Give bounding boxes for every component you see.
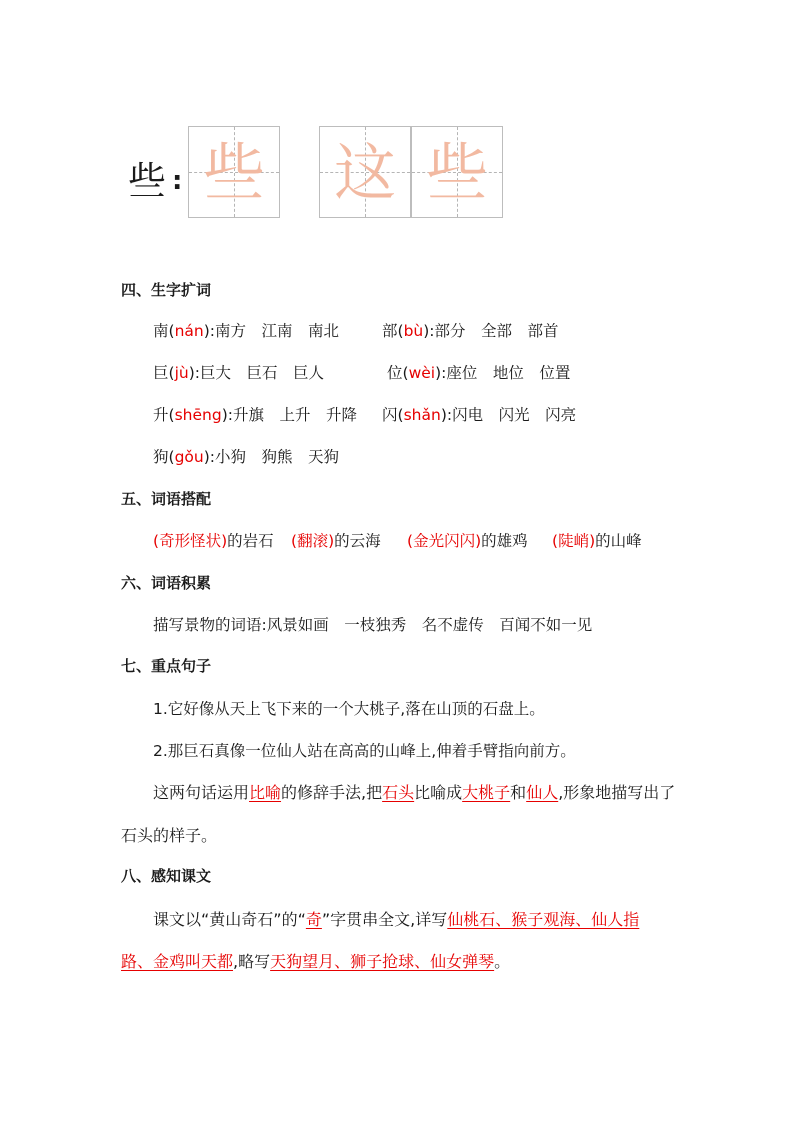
- key-sentence-1: 1.它好像从天上飞下来的一个大桃子,落在山顶的石盘上。: [153, 700, 545, 718]
- section-title-6: 六、词语积累: [121, 574, 212, 592]
- trace-char-2: 这: [333, 136, 396, 209]
- trace-char-3: 些: [425, 136, 488, 209]
- section-title-7: 七、重点句子: [121, 657, 212, 675]
- writing-cell-2: [319, 126, 411, 218]
- key-sentence-2: 2.那巨石真像一位仙人站在高高的山峰上,伸着手臂指向前方。: [153, 742, 576, 760]
- collocation-3: (金光闪闪)的雄鸡: [407, 532, 528, 550]
- word-entry-ju: 巨(jù):巨大 巨石 巨人: [153, 364, 325, 382]
- vocab-accumulation: 描写景物的词语:风景如画 一枝独秀 名不虚传 百闻不如一见: [153, 616, 593, 634]
- text-summary-line2: 路、金鸡叫天都,略写天狗望月、狮子抢球、仙女弹琴。: [121, 952, 511, 971]
- writing-cell-1: [188, 126, 280, 218]
- collocation-1: (奇形怪状)的岩石: [153, 532, 274, 550]
- trace-char-1: 些: [202, 136, 265, 209]
- word-entry-wei: 位(wèi):座位 地位 位置: [387, 364, 571, 382]
- word-entry-shan: 闪(shǎn):闪电 闪光 闪亮: [382, 406, 577, 424]
- writing-cell-3: [411, 126, 503, 218]
- word-entry-bu: 部(bù):部分 全部 部首: [382, 322, 559, 340]
- sentence-analysis-line2: 石头的样子。: [121, 826, 218, 845]
- grid-colon: :: [172, 166, 183, 196]
- section-title-4: 四、生字扩词: [121, 281, 212, 299]
- word-entry-nan: 南(nán):南方 江南 南北: [153, 322, 340, 340]
- text-summary-line1: 课文以“黄山奇石”的“奇”字贯串全文,详写仙桃石、猴子观海、仙人指: [153, 910, 640, 929]
- collocation-2: (翻滚)的云海: [291, 532, 381, 550]
- grid-label-char: 些: [128, 159, 167, 203]
- section-title-5: 五、词语搭配: [121, 490, 212, 508]
- collocation-4: (陡峭)的山峰: [552, 532, 642, 550]
- word-entry-gou: 狗(gǒu):小狗 狗熊 天狗: [153, 448, 340, 466]
- section-title-8: 八、感知课文: [121, 867, 212, 885]
- sentence-analysis-line1: 这两句话运用比喻的修辞手法,把石头比喻成大桃子和仙人,形象地描写出了: [153, 783, 676, 802]
- word-entry-sheng: 升(shēng):升旗 上升 升降: [153, 406, 357, 424]
